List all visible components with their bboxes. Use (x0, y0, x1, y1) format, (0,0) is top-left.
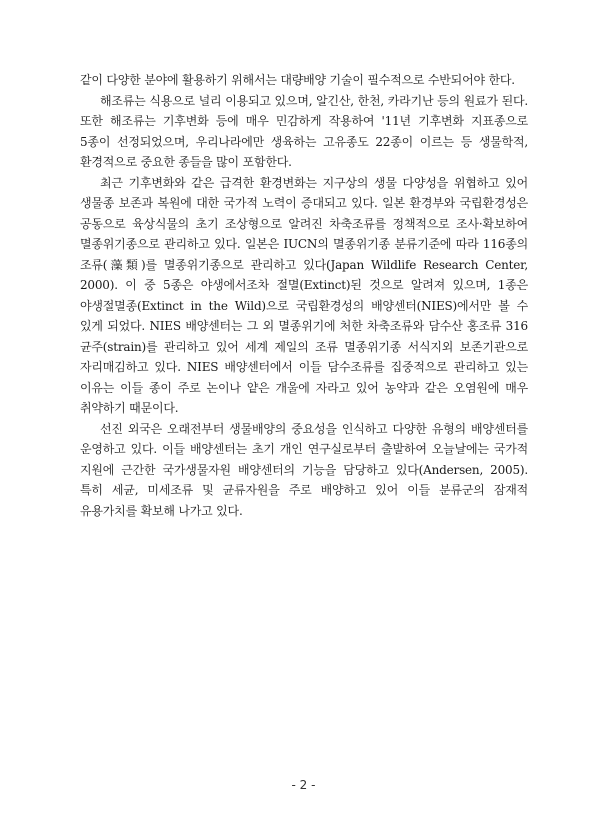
paragraph-continuation: 같이 다양한 분야에 활용하기 위해서는 대량배양 기술이 필수적으로 수반되어야 한다. (80, 73, 515, 87)
page-number: - 2 - (291, 778, 316, 792)
paragraph-culture-centers: 선진 외국은 오래전부터 생물배양의 중요성을 인식하고 다양한 유형의 배양센터를 운영하고 있다. 이들 배양센터는 초기 개인 연구실로부터 출발하여 오늘날에는 국가적 지원에 근간한 국가생물자원 배양센터의 기능을 담당하고 있다(Andersen, 2005). 특히 세균, 미세조류 및 균류자원을 주로 배양하고 있어 이들 분류군의 잠재적 유용가치를 확보해 나가고 있다. (80, 421, 528, 518)
body-text (80, 70, 528, 521)
paragraph-endangered-algae: 최근 기후변화와 같은 급격한 환경변화는 지구상의 생물 다양성을 위협하고 있어 생물종 보존과 복원에 대한 국가적 노력이 증대되고 있다. 일본 환경부와 국립환경성은 공동으로 육상식물의 초기 조상형으로 알려진 차축조류를 정책적으로 조사·확보하여 멸종위기종으로 관리하고 있다. 일본은 IUCN의 멸종위기종 분류기준에 따라 116종의 조류(藻類)를 멸종위기종으로 관리하고 있다(Japan Wildlife Research Center, 2000). 이 중 5종은 야생에서조차 절멸(Extinct)된 것으로 알려져 있으며, 1종은 야생절멸종(Extinct in the Wild)으로 국립환경성의 배양센터(NIES)에서만 볼 수 있게 되었다. NIES 배양센터는 그 외 멸종위기에 처한 차축조류와 담수산 홍조류 316 균주(strain)를 관리하고 있어 세계 제일의 조류 멸종위기종 서식지외 보존기관으로 자리매김하고 있다. NIES 배양센터에서 이들 담수조류를 집중적으로 관리하고 있는 이유는 이들 종이 주로 논이나 얕은 개울에 자라고 있어 농약과 같은 오염원에 매우 취약하기 때문이다. (80, 175, 528, 415)
paragraph-seaweed-uses: 해조류는 식용으로 널리 이용되고 있으며, 알긴산, 한천, 카라기난 등의 원료가 된다. 또한 해조류는 기후변화 등에 매우 민감하게 작용하여 '11년 기후변화 지표종으로 5종이 선정되었으며, 우리나라에만 생육하는 고유종도 22종이 이르는 등 생물학적, 환경적으로 중요한 종들을 많이 포함한다. (80, 93, 528, 169)
